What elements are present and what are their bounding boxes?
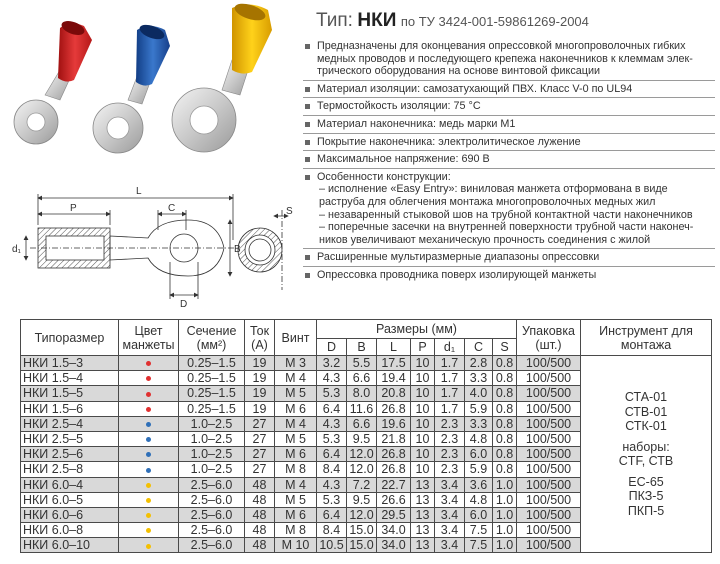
cell-color [119,356,179,371]
color-dot-icon [146,452,151,457]
color-dot-icon [146,376,151,381]
cell-section: 1.0–2.5 [179,416,245,431]
color-dot-icon [146,392,151,397]
cell-color [119,416,179,431]
cell-p: 13 [411,477,435,492]
cell-size: НКИ 6.0–4 [21,477,119,492]
color-dot-icon [146,513,151,518]
dim-label-d1: d₁ [12,244,21,255]
color-dot-icon [146,544,151,549]
cell-screw: М 4 [275,416,317,431]
tool-name: ПКЗ-5 [628,489,664,504]
cell-size: НКИ 6.0–5 [21,492,119,507]
cell-d1: 3.4 [435,492,465,507]
col-header-L: L [377,339,411,356]
cell-color [119,447,179,462]
cell-section: 0.25–1.5 [179,371,245,386]
cell-current: 19 [245,401,275,416]
cell-s: 0.8 [493,401,517,416]
cell-current: 48 [245,507,275,522]
color-dot-icon [146,407,151,412]
cell-p: 10 [411,401,435,416]
cell-d1: 2.3 [435,431,465,446]
spec-subitem: – исполнение «Easy Entry»: виниловая манжета отформована в виде раструба для облегчения монтажа многопроволочных медных жил [319,183,668,208]
col-header-screw: Винт [275,320,317,356]
spec-item: Максимальное напряжение: 690 В [303,153,715,169]
terminal-blue [93,22,170,153]
cell-current: 48 [245,477,275,492]
color-dot-icon [146,422,151,427]
cell-current: 19 [245,386,275,401]
cell-b: 12.0 [347,462,377,477]
dim-label-B: B [234,244,241,255]
cell-d: 4.3 [317,477,347,492]
cell-b: 11.6 [347,401,377,416]
cell-screw: М 8 [275,462,317,477]
cell-c: 4.8 [465,431,493,446]
col-header-tool: Инструмент для монтажа [581,320,712,356]
cell-d1: 2.3 [435,416,465,431]
cell-l: 21.8 [377,431,411,446]
cell-color [119,507,179,522]
cell-p: 13 [411,523,435,538]
type-name: НКИ [357,10,397,31]
tool-name: CTF, СТВ [618,454,674,469]
col-header-pack: Упаковка (шт.) [517,320,581,356]
cell-screw: М 10 [275,538,317,553]
cell-pack: 100/500 [517,431,581,446]
cell-section: 2.5–6.0 [179,477,245,492]
cell-pack: 100/500 [517,416,581,431]
cell-screw: М 6 [275,507,317,522]
cell-d: 5.3 [317,431,347,446]
cell-c: 4.0 [465,386,493,401]
cell-size: НКИ 1.5–5 [21,386,119,401]
cell-d1: 2.3 [435,447,465,462]
cell-d: 5.3 [317,492,347,507]
cell-s: 1.0 [493,523,517,538]
cell-d1: 3.4 [435,523,465,538]
cell-current: 27 [245,431,275,446]
cell-p: 10 [411,431,435,446]
cell-b: 9.5 [347,431,377,446]
tool-group [581,390,711,434]
tool-name: СТВ-01 [624,404,668,419]
cell-d1: 2.3 [435,462,465,477]
tool-group [581,440,711,469]
spec-item: Расширенные мультиразмерные диапазоны опрессовки [303,251,715,267]
cell-section: 2.5–6.0 [179,507,245,522]
cell-c: 5.9 [465,401,493,416]
col-header-size: Типоразмер [21,320,119,356]
cell-size: НКИ 6.0–8 [21,523,119,538]
cell-color [119,477,179,492]
cell-tools [581,356,712,553]
col-header-dims: Размеры (мм) [317,320,517,339]
cell-screw: М 3 [275,356,317,371]
page-title [316,10,589,32]
cell-d1: 3.4 [435,538,465,553]
cell-color [119,386,179,401]
cell-pack: 100/500 [517,401,581,416]
cell-section: 0.25–1.5 [179,386,245,401]
cell-size: НКИ 1.5–4 [21,371,119,386]
table-row [21,356,712,371]
color-dot-icon [146,483,151,488]
cell-d: 5.3 [317,386,347,401]
cell-l: 26.8 [377,401,411,416]
cell-current: 19 [245,356,275,371]
cell-d1: 3.4 [435,507,465,522]
cell-size: НКИ 2.5–5 [21,431,119,446]
cell-section: 2.5–6.0 [179,523,245,538]
cell-current: 19 [245,371,275,386]
cell-current: 48 [245,538,275,553]
col-header-d1: d₁ [435,339,465,356]
cell-p: 10 [411,371,435,386]
col-header-C: C [465,339,493,356]
cell-pack: 100/500 [517,386,581,401]
col-header-B: B [347,339,377,356]
cell-pack: 100/500 [517,538,581,553]
cell-section: 0.25–1.5 [179,401,245,416]
cell-size: НКИ 1.5–6 [21,401,119,416]
cell-l: 20.8 [377,386,411,401]
cell-s: 0.8 [493,356,517,371]
cell-p: 10 [411,386,435,401]
cell-current: 27 [245,416,275,431]
cell-screw: М 6 [275,447,317,462]
cell-s: 0.8 [493,416,517,431]
cell-pack: 100/500 [517,371,581,386]
cell-pack: 100/500 [517,477,581,492]
terminal-yellow [172,0,272,152]
cell-b: 6.6 [347,371,377,386]
table-body [21,356,712,553]
dim-label-D: D [180,299,188,310]
cell-c: 7.5 [465,523,493,538]
terminal-red [14,18,92,144]
spec-subitem: – незаваренный стыковой шов на трубной контактной части наконечников [319,208,693,221]
cell-pack: 100/500 [517,447,581,462]
spec-item: Опрессовка проводника поверх изолирующей манжеты [303,269,715,284]
color-dot-icon [146,437,151,442]
cell-size: НКИ 2.5–4 [21,416,119,431]
dim-label-L: L [136,186,142,197]
cell-d1: 1.7 [435,356,465,371]
cell-l: 22.7 [377,477,411,492]
cell-s: 1.0 [493,477,517,492]
type-label: Тип: [316,10,353,31]
dim-label-S: S [286,206,293,217]
cell-pack: 100/500 [517,507,581,522]
cell-color [119,523,179,538]
cell-b: 6.6 [347,416,377,431]
cell-pack: 100/500 [517,356,581,371]
cell-section: 2.5–6.0 [179,492,245,507]
cell-color [119,401,179,416]
cell-d: 6.4 [317,507,347,522]
cell-l: 26.8 [377,462,411,477]
cell-screw: М 6 [275,401,317,416]
cell-p: 13 [411,538,435,553]
cell-s: 0.8 [493,371,517,386]
cell-current: 27 [245,462,275,477]
cell-l: 26.6 [377,492,411,507]
cell-l: 29.5 [377,507,411,522]
standard-ref: по ТУ 3424-001-59861269-2004 [400,14,589,29]
cell-pack: 100/500 [517,492,581,507]
color-dot-icon [146,468,151,473]
cell-c: 3.3 [465,371,493,386]
product-photo [0,0,300,160]
cell-c: 5.9 [465,462,493,477]
cell-section: 0.25–1.5 [179,356,245,371]
cell-screw: М 5 [275,492,317,507]
cell-b: 15.0 [347,538,377,553]
cell-color [119,492,179,507]
cell-l: 26.8 [377,447,411,462]
spec-list [303,40,715,286]
cell-size: НКИ 6.0–10 [21,538,119,553]
cell-color [119,462,179,477]
cell-color [119,431,179,446]
cell-b: 12.0 [347,507,377,522]
tool-name: ПКП-5 [627,503,665,518]
cell-section: 2.5–6.0 [179,538,245,553]
cell-c: 3.3 [465,416,493,431]
cell-c: 7.5 [465,538,493,553]
cell-d: 6.4 [317,447,347,462]
cell-current: 48 [245,523,275,538]
cell-d: 4.3 [317,416,347,431]
cell-c: 3.6 [465,477,493,492]
cell-b: 9.5 [347,492,377,507]
cell-s: 1.0 [493,538,517,553]
cell-s: 1.0 [493,507,517,522]
spec-item: Предназначены для оконцевания опрессовкой многопроволочных гибких медных проводов и последующего крепежа наконечников к клеммам элек-трического оборудования на основе винтовой фиксации [303,40,715,81]
col-header-P: P [411,339,435,356]
cell-d1: 1.7 [435,371,465,386]
cell-screw: М 8 [275,523,317,538]
cell-d: 3.2 [317,356,347,371]
cell-l: 34.0 [377,538,411,553]
spec-subitem: – поперечные засечки на внутренней поверхности трубной части наконеч-ников увеличивают механическую прочность соединения с жилой [319,221,694,246]
col-header-color: Цвет манжеты [119,320,179,356]
dim-label-P: P [70,203,77,214]
cell-d1: 3.4 [435,477,465,492]
col-header-current: Ток (А) [245,320,275,356]
cell-l: 17.5 [377,356,411,371]
spec-item: Покрытие наконечника: электролитическое лужение [303,136,715,152]
cell-d: 6.4 [317,401,347,416]
cell-screw: М 4 [275,477,317,492]
cell-s: 1.0 [493,492,517,507]
cell-c: 6.0 [465,447,493,462]
tool-name: наборы: [622,439,670,454]
cell-size: НКИ 2.5–6 [21,447,119,462]
technical-drawing [8,180,298,310]
tool-name: СТК-01 [625,419,667,434]
cell-c: 6.0 [465,507,493,522]
cell-p: 13 [411,507,435,522]
color-dot-icon [146,528,151,533]
cell-screw: М 5 [275,386,317,401]
cell-p: 10 [411,356,435,371]
cell-current: 27 [245,447,275,462]
cell-p: 10 [411,447,435,462]
cell-d: 8.4 [317,462,347,477]
cell-size: НКИ 1.5–3 [21,356,119,371]
cell-d: 10.5 [317,538,347,553]
col-header-section: Сечение (мм²) [179,320,245,356]
cell-l: 34.0 [377,523,411,538]
tool-name: СТА-01 [624,390,668,405]
col-header-D: D [317,339,347,356]
cell-s: 0.8 [493,462,517,477]
tool-name: ЕС-65 [628,474,664,489]
cell-b: 5.5 [347,356,377,371]
cell-section: 1.0–2.5 [179,431,245,446]
cell-c: 4.8 [465,492,493,507]
cell-s: 0.8 [493,447,517,462]
dim-label-C: C [168,203,176,214]
cell-p: 13 [411,492,435,507]
cell-b: 12.0 [347,447,377,462]
cell-size: НКИ 6.0–6 [21,507,119,522]
cell-b: 7.2 [347,477,377,492]
cell-c: 2.8 [465,356,493,371]
cell-pack: 100/500 [517,523,581,538]
cell-section: 1.0–2.5 [179,447,245,462]
cell-d1: 1.7 [435,386,465,401]
col-header-S: S [493,339,517,356]
cell-d1: 1.7 [435,401,465,416]
cell-l: 19.6 [377,416,411,431]
cell-b: 15.0 [347,523,377,538]
cell-color [119,371,179,386]
spec-item: Термостойкость изоляции: 75 °С [303,100,715,116]
color-dot-icon [146,498,151,503]
cell-screw: М 4 [275,371,317,386]
cell-p: 10 [411,416,435,431]
tool-group [581,475,711,519]
cell-size: НКИ 2.5–8 [21,462,119,477]
cell-section: 1.0–2.5 [179,462,245,477]
cell-b: 8.0 [347,386,377,401]
color-dot-icon [146,361,151,366]
cell-s: 0.8 [493,431,517,446]
cell-d: 4.3 [317,371,347,386]
cell-current: 48 [245,492,275,507]
cell-screw: М 5 [275,431,317,446]
cell-d: 8.4 [317,523,347,538]
cell-l: 19.4 [377,371,411,386]
cell-color [119,538,179,553]
spec-item: Материал наконечника: медь марки М1 [303,118,715,134]
specifications-table [20,319,712,553]
cell-s: 0.8 [493,386,517,401]
spec-item: Особенности конструкции: – исполнение «Easy Entry»: виниловая манжета отформована в виде раструба для облегчения монтажа многопроволочных медных жил – незаваренный стыковой шов на трубной контактной части наконечников – поперечные засечки на внутренней поверхности трубной части наконеч-ников увеличивают механическую прочность соединения с жилой [303,171,715,250]
cell-pack: 100/500 [517,462,581,477]
spec-item: Материал изоляции: самозатухающий ПВХ. Класс V-0 по UL94 [303,83,715,99]
cell-p: 10 [411,462,435,477]
